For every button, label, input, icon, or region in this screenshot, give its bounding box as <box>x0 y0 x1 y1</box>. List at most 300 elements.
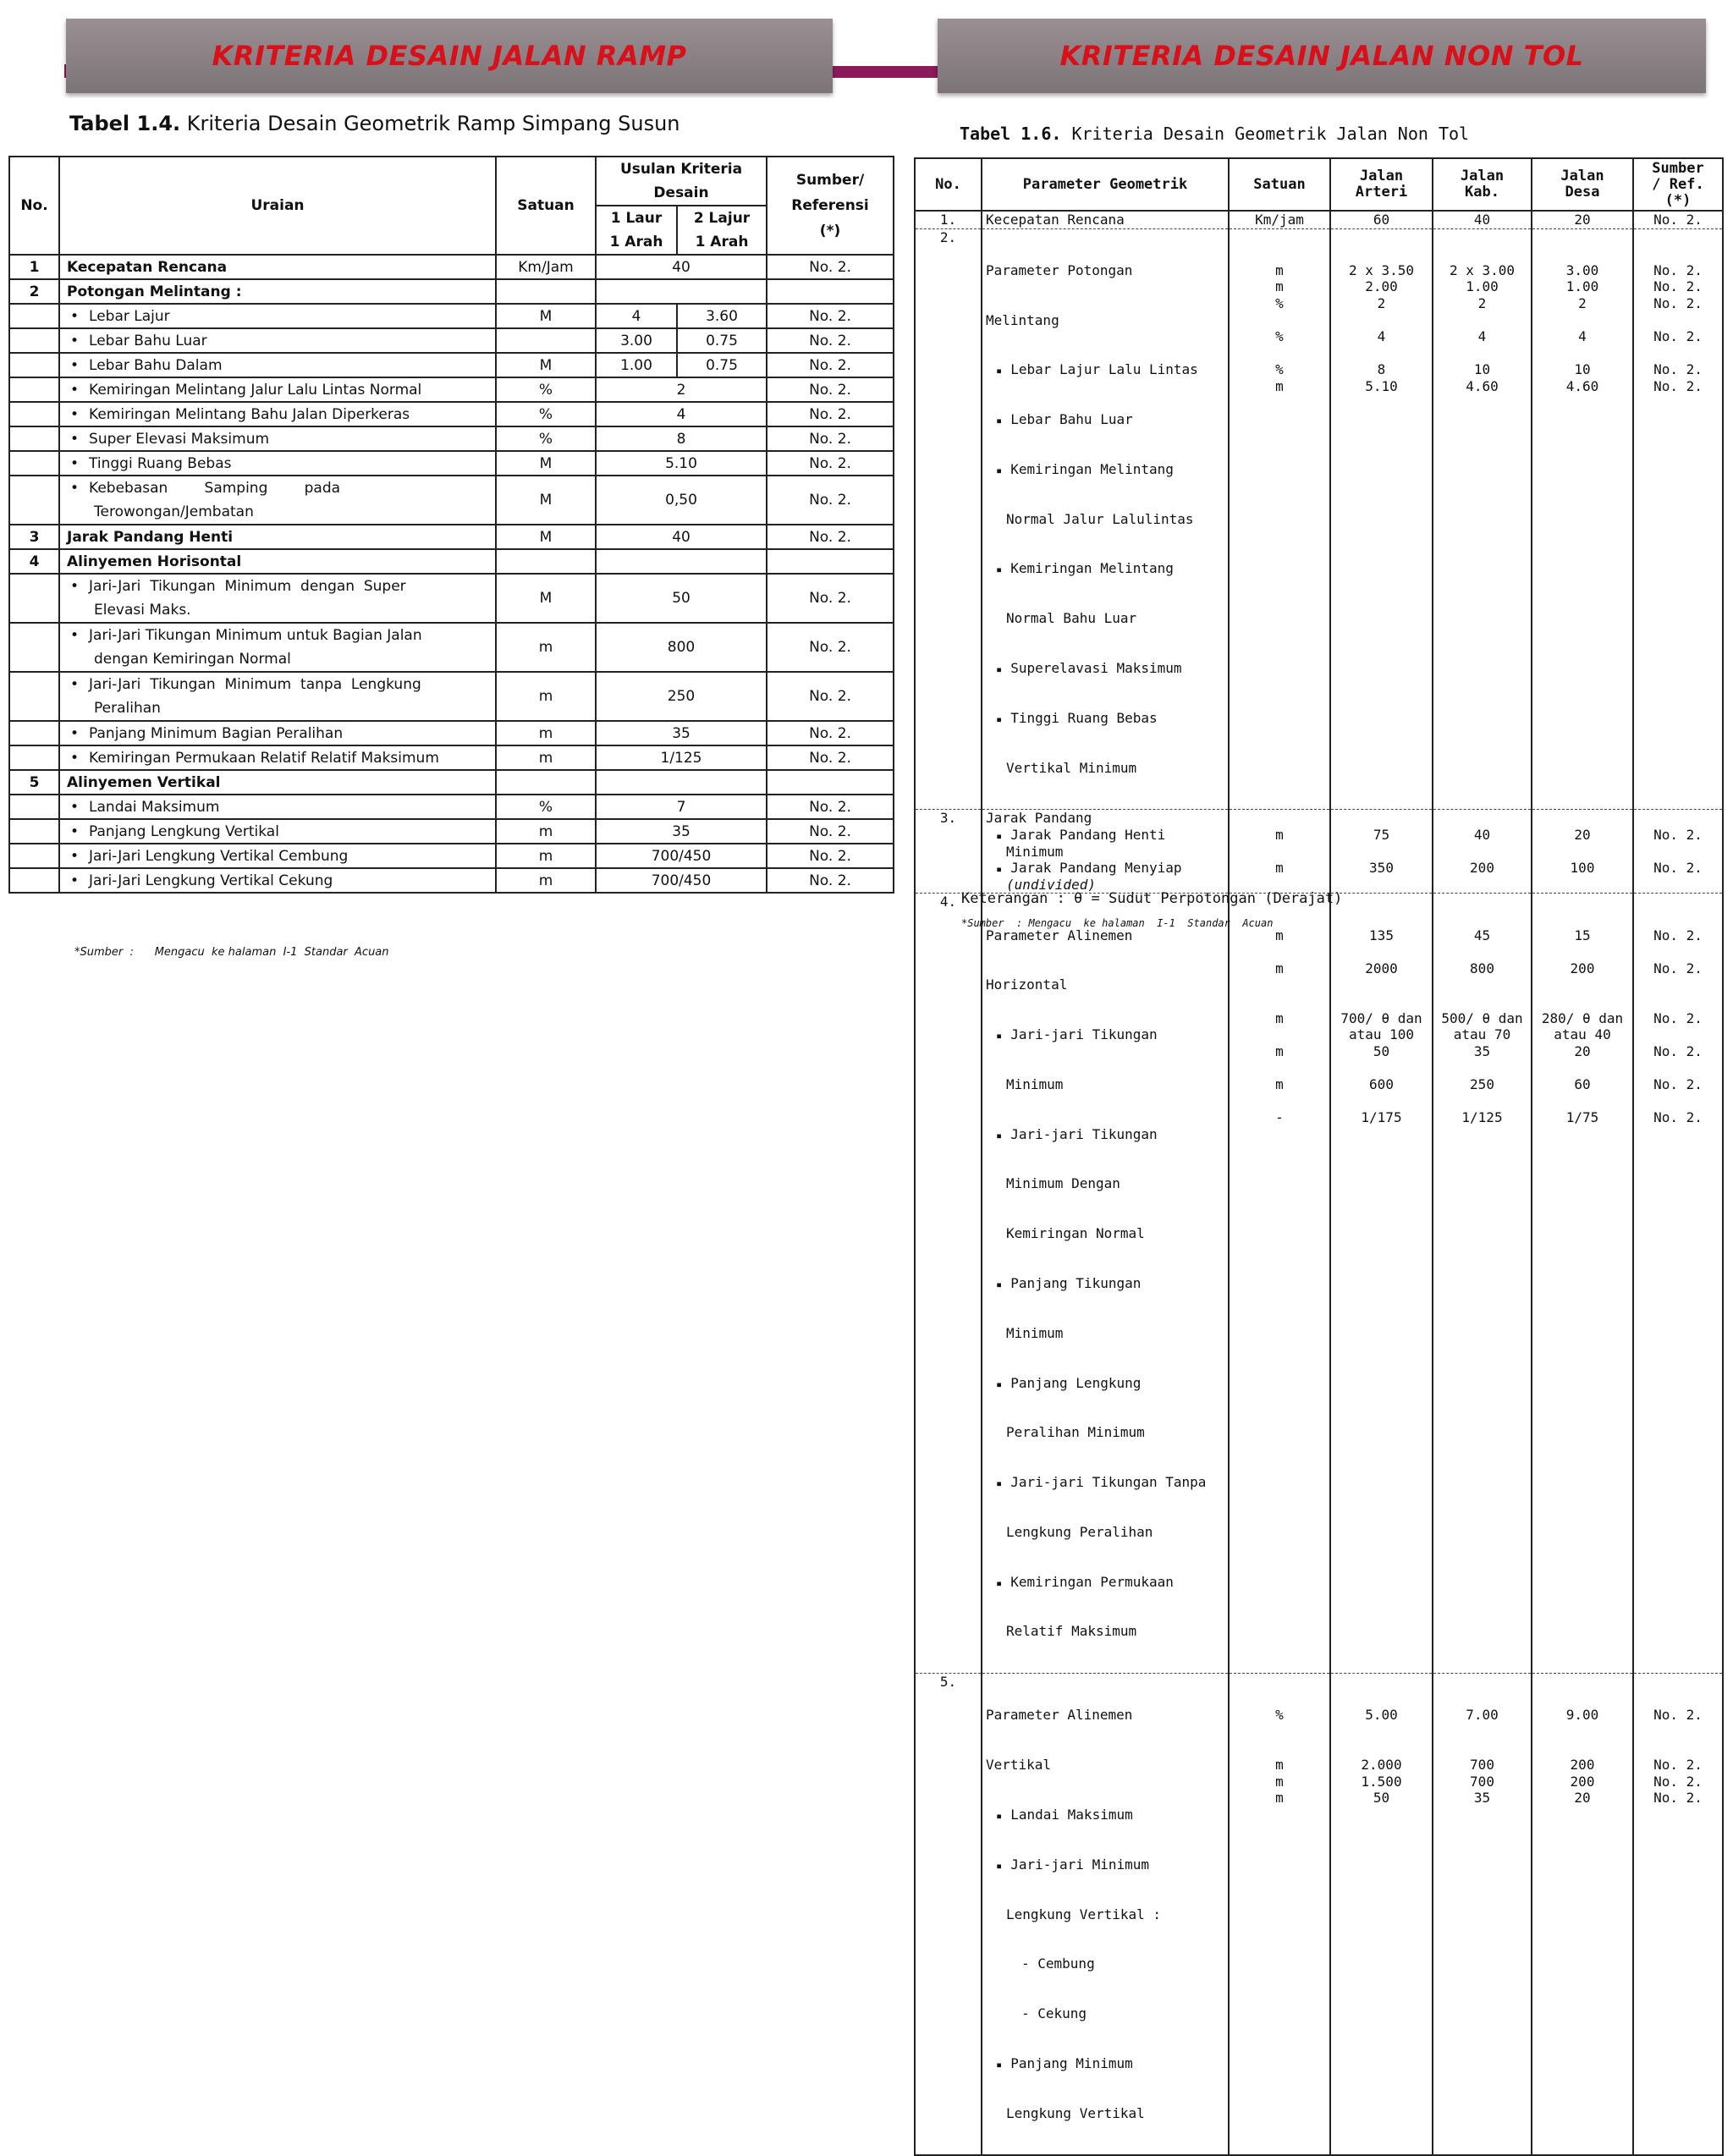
table-cell: 2 <box>1377 294 1386 311</box>
table-cell: ▪ Panjang Tikungan <box>986 1275 1224 1292</box>
table-cell: 50 <box>596 574 767 623</box>
ramp-criteria-table <box>8 156 894 894</box>
table-cell: 350 <box>1369 860 1394 877</box>
table-cell: m <box>496 745 596 770</box>
table-cell: 2 <box>1477 294 1487 311</box>
table-cell: Peralihan Minimum <box>1006 1424 1145 1441</box>
table-cell: ▪ Superelavasi Maksimum <box>986 660 1224 677</box>
right-note: Keterangan : θ = Sudut Perpotongan (Derajat) <box>961 890 1343 907</box>
table-cell: 8 <box>1377 361 1386 378</box>
header-sumber <box>767 157 894 255</box>
table-cell: 4 <box>596 402 767 426</box>
table-cell: • Super Elevasi Maksimum <box>59 426 496 451</box>
table-cell: m <box>1275 1773 1284 1790</box>
table-cell: 4. <box>939 894 957 910</box>
table-cell: m <box>1275 1075 1284 1092</box>
table-cell: 5. <box>939 1674 957 1691</box>
table-row <box>915 228 1723 810</box>
left-caption-label: Tabel 1.4. <box>69 112 181 135</box>
table-cell: M <box>496 476 596 525</box>
table-cell: 1/75 <box>1565 1109 1599 1126</box>
header-ref <box>1633 158 1723 211</box>
table-cell: 7 <box>596 795 767 819</box>
table-cell: Kemiringan Normal <box>1006 1225 1145 1242</box>
table-row <box>9 770 894 795</box>
table-cell: 3. <box>939 810 957 827</box>
table-cell: 700 <box>1470 1757 1494 1774</box>
table-cell: 2 x 3.00 <box>1449 261 1516 278</box>
table-cell: No. 2. <box>1653 1707 1703 1724</box>
table-cell: m <box>1275 1009 1284 1026</box>
header-1-lajur <box>596 206 677 255</box>
table-cell: 800 <box>1470 960 1494 976</box>
table-cell: Kecepatan Rencana <box>59 255 496 279</box>
table-cell: 600 <box>1369 1075 1394 1092</box>
table-cell: No. 2. <box>1653 1773 1703 1790</box>
table-row <box>9 426 894 451</box>
banner-ramp <box>66 19 833 93</box>
table-cell: • Panjang Lengkung Vertikal <box>59 819 496 844</box>
table-cell: m <box>496 844 596 868</box>
table-cell: No. 2. <box>1653 361 1703 378</box>
table-cell: Kab. <box>1465 184 1499 201</box>
table-cell: No. 2. <box>1653 212 1703 228</box>
table-cell: m <box>1275 960 1284 976</box>
table-cell: No. 2. <box>767 476 894 525</box>
table-cell: No. 2. <box>1653 826 1703 843</box>
table-cell: 3.00 <box>596 328 677 353</box>
table-cell: 75 <box>1373 826 1390 843</box>
table-cell: 200 <box>1470 860 1494 877</box>
table-cell: Jari-Jari Tikungan Minimum untuk Bagian Jalan <box>89 627 422 644</box>
table-cell: M <box>496 304 596 328</box>
table-cell: Usulan Kriteria <box>619 161 743 178</box>
header-kab <box>1433 158 1532 211</box>
table-cell: 0,50 <box>596 476 767 525</box>
table-cell: Km/Jam <box>496 255 596 279</box>
table-cell: Sumber/ <box>795 172 865 189</box>
table-cell: % <box>1275 328 1284 345</box>
banner-connector <box>829 66 939 78</box>
table-row <box>9 402 894 426</box>
table-cell: • Tinggi Ruang Bebas <box>59 451 496 476</box>
table-cell: m <box>1275 278 1284 295</box>
table-cell: Jarak Pandang Henti <box>59 525 496 549</box>
table-cell: Horizontal <box>986 976 1068 993</box>
table-cell: ▪ Jari-jari Tikungan <box>986 1026 1224 1043</box>
table-cell: Parameter Potongan <box>986 261 1133 278</box>
table-row <box>9 574 894 623</box>
table-cell: Potongan Melintang : <box>59 279 496 304</box>
table-cell: 20 <box>1574 826 1591 843</box>
table-cell: M <box>496 353 596 377</box>
table-cell: Relatif Maksimum <box>1006 1623 1137 1640</box>
table-cell: 60 <box>1373 212 1390 228</box>
table-cell: Sumber <box>1652 159 1704 177</box>
table-cell: % <box>496 402 596 426</box>
table-cell: No. 2. <box>1653 1790 1703 1807</box>
table-cell: m <box>1275 261 1284 278</box>
table-row <box>9 795 894 819</box>
table-cell: m <box>1275 1757 1284 1774</box>
table-cell: 5 <box>9 770 59 795</box>
table-cell: No. 2. <box>1653 860 1703 877</box>
table-cell: 9.00 <box>1565 1707 1599 1724</box>
table-cell: Normal Bahu Luar <box>1006 610 1137 627</box>
header-satuan: Satuan <box>1229 158 1330 211</box>
table-cell: - Cekung <box>986 2005 1224 2022</box>
table-cell: 1/175 <box>1361 1109 1402 1126</box>
table-row <box>9 255 894 279</box>
table-row <box>9 328 894 353</box>
table-cell: No. 2. <box>767 304 894 328</box>
table-cell: 700/450 <box>596 844 767 868</box>
table-cell: 100 <box>1570 860 1595 877</box>
header-satuan: Satuan <box>496 157 596 255</box>
table-cell: No. 2. <box>1653 1757 1703 1774</box>
table-cell: 200 <box>1570 960 1595 976</box>
table-cell: 7.00 <box>1466 1707 1499 1724</box>
table-cell: 4 <box>1377 328 1386 345</box>
table-cell: • Lebar Bahu Luar <box>59 328 496 353</box>
table-cell: m <box>496 672 596 721</box>
table-cell: 50 <box>1373 1042 1390 1059</box>
table-cell: 2 Lajur <box>693 210 751 227</box>
table-cell: 35 <box>596 721 767 745</box>
table-cell: 4 <box>9 549 59 574</box>
table-cell: • Kemiringan Permukaan Relatif Relatif Maksimum <box>59 745 496 770</box>
table-cell: Kebebasan Samping pada <box>89 480 341 497</box>
table-cell: Referensi <box>791 197 869 214</box>
left-table-caption <box>69 112 680 135</box>
table-row <box>9 476 894 525</box>
header-uraian: Uraian <box>59 157 496 255</box>
table-cell: m <box>1275 860 1284 877</box>
table-cell: m <box>496 721 596 745</box>
table-cell: 200 <box>1570 1757 1595 1774</box>
table-cell: 250 <box>596 672 767 721</box>
table-cell: Minimum <box>1006 843 1064 860</box>
table-cell: 40 <box>1473 826 1491 843</box>
table-cell: Lengkung Peralihan <box>1006 1523 1153 1540</box>
table-cell: No. 2. <box>1653 377 1703 394</box>
table-header-row <box>9 157 894 206</box>
table-cell: 700/450 <box>596 868 767 893</box>
right-caption-text: Kriteria Desain Geometrik Jalan Non Tol <box>1061 124 1470 144</box>
table-cell: 0.75 <box>677 353 767 377</box>
table-cell: 2 <box>1578 294 1587 311</box>
header-desa <box>1532 158 1633 211</box>
table-cell: m <box>496 868 596 893</box>
table-cell: ▪ Landai Maksimum <box>986 1807 1224 1823</box>
table-row <box>9 304 894 328</box>
table-cell: Jalan <box>1560 168 1604 184</box>
table-cell: No. 2. <box>767 844 894 868</box>
table-cell: 2000 <box>1365 960 1398 976</box>
table-cell: 1. <box>939 212 957 228</box>
table-cell: 10 <box>1574 361 1591 378</box>
table-cell: No. 2. <box>767 574 894 623</box>
table-cell: No. 2. <box>1653 1075 1703 1092</box>
table-cell: No. 2. <box>1653 1009 1703 1026</box>
table-cell: 1 Laur <box>610 210 663 227</box>
table-cell: 1.00 <box>1565 278 1599 295</box>
table-cell: Jalan <box>1359 168 1404 184</box>
table-cell: ▪ Kemiringan Melintang <box>986 461 1224 478</box>
banner-non-tol <box>938 19 1706 93</box>
table-cell: 1/125 <box>596 745 767 770</box>
table-cell: ▪ Panjang Minimum <box>986 2055 1224 2072</box>
table-row <box>9 525 894 549</box>
table-cell: • Lebar Bahu Dalam <box>59 353 496 377</box>
table-cell: 35 <box>596 819 767 844</box>
table-cell: Kecepatan Rencana <box>986 212 1125 228</box>
table-cell: Peralihan <box>94 700 161 717</box>
table-cell: % <box>496 426 596 451</box>
table-cell: Terowongan/Jembatan <box>94 503 254 520</box>
table-cell: m <box>496 819 596 844</box>
table-cell: Desa <box>1565 184 1600 201</box>
table-cell: No. 2. <box>767 328 894 353</box>
table-cell: m <box>1275 826 1284 843</box>
table-cell: 2 x 3.50 <box>1348 261 1415 278</box>
table-header-row <box>915 158 1723 211</box>
table-cell: No. 2. <box>1653 1109 1703 1126</box>
table-cell: No. 2. <box>1653 960 1703 976</box>
table-cell: Melintang <box>986 311 1059 328</box>
table-cell: No. 2. <box>767 672 894 721</box>
table-cell: 20 <box>1574 1790 1591 1807</box>
table-cell: Normal Jalur Lalulintas <box>1006 510 1194 527</box>
table-cell: 20 <box>1574 212 1591 228</box>
table-row <box>9 868 894 893</box>
table-cell: Vertikal Minimum <box>1006 759 1137 776</box>
table-cell: 4 <box>596 304 677 328</box>
table-cell: atau 100 <box>1348 1026 1415 1043</box>
table-row <box>9 623 894 672</box>
table-cell: No. 2. <box>767 426 894 451</box>
header-no: No. <box>9 157 59 255</box>
table-cell: 800 <box>596 623 767 672</box>
table-cell: - Cembung <box>986 1955 1224 1972</box>
table-cell: ▪ Panjang Lengkung <box>986 1375 1224 1392</box>
table-cell: 3.00 <box>1565 261 1599 278</box>
table-cell: • Lebar Lajur <box>59 304 496 328</box>
table-cell: 2 <box>596 377 767 402</box>
table-cell: 15 <box>1574 927 1591 943</box>
table-cell: No. 2. <box>1653 278 1703 295</box>
table-cell: Minimum Dengan <box>1006 1175 1120 1192</box>
table-cell: 8 <box>596 426 767 451</box>
left-footnote: *Sumber : Mengacu ke halaman I-1 Standar Acuan <box>74 946 389 959</box>
header-param: Parameter Geometrik <box>982 158 1229 211</box>
table-cell: 1/125 <box>1461 1109 1503 1126</box>
table-cell: • Kemiringan Melintang Jalur Lalu Lintas Normal <box>59 377 496 402</box>
table-cell: - <box>1275 1109 1284 1126</box>
table-cell: Jari-Jari Tikungan Minimum dengan Super <box>89 578 406 595</box>
table-cell: Alinyemen Vertikal <box>59 770 496 795</box>
table-cell: • Jari-Jari Lengkung Vertikal Cekung <box>59 868 496 893</box>
right-table-caption <box>960 124 1469 144</box>
table-row <box>915 211 1723 228</box>
table-row <box>9 721 894 745</box>
table-cell: • Landai Maksimum <box>59 795 496 819</box>
table-cell: 40 <box>596 525 767 549</box>
table-row <box>9 745 894 770</box>
table-row <box>915 1674 1723 2156</box>
table-cell: 35 <box>1473 1790 1491 1807</box>
table-cell: • Jari-Jari Lengkung Vertikal Cembung <box>59 844 496 868</box>
table-cell: m <box>1275 1790 1284 1807</box>
table-cell: • Panjang Minimum Bagian Peralihan <box>59 721 496 745</box>
table-row <box>915 894 1723 1674</box>
banner-ramp-title: KRITERIA DESAIN JALAN RAMP <box>212 40 687 72</box>
table-cell: % <box>496 795 596 819</box>
table-cell: No. 2. <box>767 745 894 770</box>
table-cell: ▪ Jari-jari Minimum <box>986 1856 1224 1873</box>
header-2-lajur <box>677 206 767 255</box>
table-cell: No. 2. <box>1653 294 1703 311</box>
table-cell: 200 <box>1570 1773 1595 1790</box>
table-cell: 4 <box>1578 328 1587 345</box>
table-cell: Jari-Jari Tikungan Minimum tanpa Lengkung <box>89 676 421 693</box>
table-row <box>9 279 894 304</box>
table-cell: No. 2. <box>767 525 894 549</box>
table-cell: (undivided) <box>1006 876 1096 893</box>
table-cell: 3 <box>9 525 59 549</box>
header-no: No. <box>915 158 982 211</box>
table-cell: (*) <box>1664 191 1692 209</box>
table-cell: ▪ Jari-jari Tikungan Tanpa <box>986 1474 1224 1491</box>
table-cell: 1.00 <box>596 353 677 377</box>
table-cell: 5.10 <box>596 451 767 476</box>
table-cell: Lengkung Vertikal <box>1006 2104 1145 2121</box>
table-cell: 45 <box>1473 927 1491 943</box>
table-cell: 700/ θ dan <box>1340 1009 1422 1026</box>
table-cell: M <box>496 525 596 549</box>
table-cell: m <box>1275 377 1284 394</box>
table-row <box>9 549 894 574</box>
table-cell: No. 2. <box>1653 261 1703 278</box>
table-cell: 2.00 <box>1365 278 1398 295</box>
table-cell: Arteri <box>1355 184 1408 201</box>
table-cell: 40 <box>1473 212 1491 228</box>
table-row <box>9 377 894 402</box>
right-footnote: *Sumber : Mengacu ke halaman I-1 Standar Acuan <box>961 917 1274 929</box>
table-cell: 4.60 <box>1565 377 1599 394</box>
table-cell: No. 2. <box>767 868 894 893</box>
table-cell: 500/ θ dan <box>1441 1009 1523 1026</box>
table-cell: 1 <box>9 255 59 279</box>
table-cell: % <box>1275 361 1284 378</box>
table-cell: Jalan <box>1460 168 1505 184</box>
table-cell: (*) <box>819 223 841 239</box>
left-caption-text: Kriteria Desain Geometrik Ramp Simpang Susun <box>180 112 680 135</box>
table-row <box>9 819 894 844</box>
banner-non-tol-title: KRITERIA DESAIN JALAN NON TOL <box>1059 40 1584 72</box>
table-cell: 20 <box>1574 1042 1591 1059</box>
table-cell: Minimum <box>1006 1075 1064 1092</box>
table-cell: ▪ Jarak Pandang Henti <box>986 827 1224 844</box>
table-cell: Jarak Pandang <box>986 810 1092 827</box>
table-cell: 60 <box>1574 1075 1591 1092</box>
table-cell: 1.500 <box>1361 1773 1402 1790</box>
table-cell: atau 40 <box>1554 1026 1611 1043</box>
table-cell: 0.75 <box>677 328 767 353</box>
table-cell: Desain <box>653 184 709 201</box>
table-cell: % <box>1275 294 1284 311</box>
table-row <box>915 810 1723 894</box>
table-cell: Minimum <box>1006 1324 1064 1341</box>
table-cell: Km/jam <box>1255 212 1304 228</box>
table-row <box>9 672 894 721</box>
table-cell: No. 2. <box>767 377 894 402</box>
table-cell: ▪ Jari-jari Tikungan <box>986 1126 1224 1143</box>
table-cell: Elevasi Maks. <box>94 602 191 619</box>
table-cell: / Ref. <box>1652 175 1704 193</box>
table-cell: ▪ Tinggi Ruang Bebas <box>986 710 1224 727</box>
table-cell: 1 Arah <box>609 234 663 250</box>
table-cell: ▪ Lebar Lajur Lalu Lintas <box>986 361 1224 378</box>
table-cell: ▪ Kemiringan Melintang <box>986 560 1224 577</box>
table-row <box>9 844 894 868</box>
table-cell: 35 <box>1473 1042 1491 1059</box>
table-cell: dengan Kemiringan Normal <box>94 651 291 668</box>
table-cell: m <box>1275 927 1284 943</box>
table-cell: No. 2. <box>1653 328 1703 345</box>
table-cell: No. 2. <box>767 353 894 377</box>
table-cell: 2 <box>9 279 59 304</box>
table-cell: % <box>1275 1707 1284 1724</box>
table-cell: 280/ θ dan <box>1541 1009 1624 1026</box>
table-cell: 5.10 <box>1365 377 1398 394</box>
table-cell: m <box>1275 1042 1284 1059</box>
table-cell: 1 Arah <box>695 234 749 250</box>
table-cell: 5.00 <box>1365 1707 1398 1724</box>
table-cell: No. 2. <box>767 819 894 844</box>
table-cell: atau 70 <box>1453 1026 1511 1043</box>
table-cell: 700 <box>1470 1773 1494 1790</box>
table-cell: ▪ Jarak Pandang Menyiap <box>986 860 1224 877</box>
table-cell: 1.00 <box>1466 278 1499 295</box>
table-cell: 2. <box>939 228 957 245</box>
table-cell: • Kemiringan Melintang Bahu Jalan Diperkeras <box>59 402 496 426</box>
table-cell: 2.000 <box>1361 1757 1402 1774</box>
table-cell: No. 2. <box>767 721 894 745</box>
table-cell: No. 2. <box>767 451 894 476</box>
non-tol-criteria-table <box>914 157 1724 2156</box>
table-cell: No. 2. <box>767 402 894 426</box>
table-cell: 135 <box>1369 927 1394 943</box>
right-caption-label: Tabel 1.6. <box>960 124 1062 144</box>
table-cell: Parameter Alinemen <box>986 1707 1133 1724</box>
table-cell: Parameter Alinemen <box>986 927 1133 943</box>
table-cell: 250 <box>1470 1075 1494 1092</box>
table-cell: Lengkung Vertikal : <box>1006 1906 1162 1922</box>
table-cell: Vertikal <box>986 1757 1052 1774</box>
table-cell: No. 2. <box>767 255 894 279</box>
table-cell: No. 2. <box>1653 927 1703 943</box>
table-cell: 4.60 <box>1466 377 1499 394</box>
table-cell: 3.60 <box>677 304 767 328</box>
table-cell: No. 2. <box>767 795 894 819</box>
table-cell: % <box>496 377 596 402</box>
table-row <box>9 451 894 476</box>
header-usulan <box>596 157 767 206</box>
table-cell: 10 <box>1473 361 1491 378</box>
table-cell: No. 2. <box>1653 1042 1703 1059</box>
table-cell: M <box>496 574 596 623</box>
